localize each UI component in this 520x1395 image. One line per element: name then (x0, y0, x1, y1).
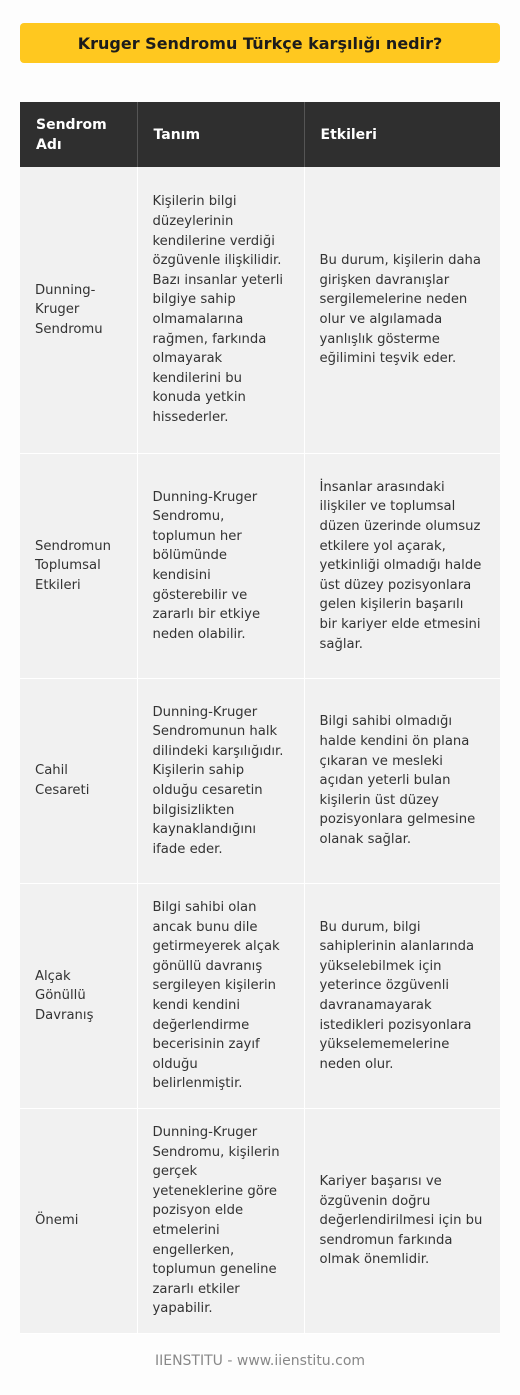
cell-effects: Kariyer başarısı ve özgüvenin doğru değerlendirilmesi için bu sendromun farkında olmak önemlidir. (304, 1109, 500, 1334)
cell-syndrome-name: Cahil Cesareti (20, 679, 137, 884)
cell-definition: Dunning-Kruger Sendromu, toplumun her bölümünde kendisini gösterebilir ve zararlı bir etkiye neden olabilir. (137, 454, 304, 679)
cell-definition: Bilgi sahibi olan ancak bunu dile getirmeyerek alçak gönüllü davranış sergileyen kişilerin kendi kendini değerlendirme becerisinin zayıf olduğu belirlenmiştir. (137, 884, 304, 1109)
cell-syndrome-name: Sendromun Toplumsal Etkileri (20, 454, 137, 679)
cell-effects: İnsanlar arasındaki ilişkiler ve toplumsal düzen üzerinde olumsuz etkilere yol açarak, yetkinliği olmadığı halde üst düzey pozisyonlara gelen kişilerin başarılı bir kariyer elde etmesini sağlar. (304, 454, 500, 679)
cell-syndrome-name: Önemi (20, 1109, 137, 1334)
table-row (20, 884, 500, 1109)
column-header-name: Sendrom Adı (20, 102, 137, 167)
table-row (20, 1109, 500, 1334)
cell-definition: Dunning-Kruger Sendromunun halk dilindeki karşılığıdır. Kişilerin sahip olduğu cesaretin bilgisizlikten kaynaklandığını ifade eder. (137, 679, 304, 884)
cell-effects: Bilgi sahibi olmadığı halde kendini ön plana çıkaran ve mesleki açıdan yeterli bulan kişilerin üst düzey pozisyonlara gelmesine olanak sağlar. (304, 679, 500, 884)
cell-effects: Bu durum, bilgi sahiplerinin alanlarında yükselebilmek için yeterince özgüvenli davranamayarak istedikleri pozisyonlara yükselememelerine neden olur. (304, 884, 500, 1109)
table-row (20, 679, 500, 884)
cell-definition: Kişilerin bilgi düzeylerinin kendilerine verdiği özgüvenle ilişkilidir. Bazı insanlar yeterli bilgiye sahip olmamalarına rağmen, farkında olmayarak kendilerini bu konuda yetkin hissederler. (137, 167, 304, 454)
syndrome-table (20, 102, 500, 1334)
table-row (20, 167, 500, 454)
cell-effects: Bu durum, kişilerin daha girişken davranışlar sergilemelerine neden olur ve algılamada yanlışlık gösterme eğilimini teşvik eder. (304, 167, 500, 454)
footer-credit: IIENSTITU - www.iienstitu.com (154, 1353, 366, 1369)
column-header-effects: Etkileri (304, 102, 500, 167)
page-title: Kruger Sendromu Türkçe karşılığı nedir? (20, 23, 500, 63)
table-row (20, 454, 500, 679)
column-header-definition: Tanım (137, 102, 304, 167)
cell-syndrome-name: Dunning-Kruger Sendromu (20, 167, 137, 454)
cell-definition: Dunning-Kruger Sendromu, kişilerin gerçek yeteneklerine göre pozisyon elde etmelerini engellerken, toplumun geneline zararlı etkiler yapabilir. (137, 1109, 304, 1334)
cell-syndrome-name: Alçak Gönüllü Davranış (20, 884, 137, 1109)
table-header-row (20, 102, 500, 167)
